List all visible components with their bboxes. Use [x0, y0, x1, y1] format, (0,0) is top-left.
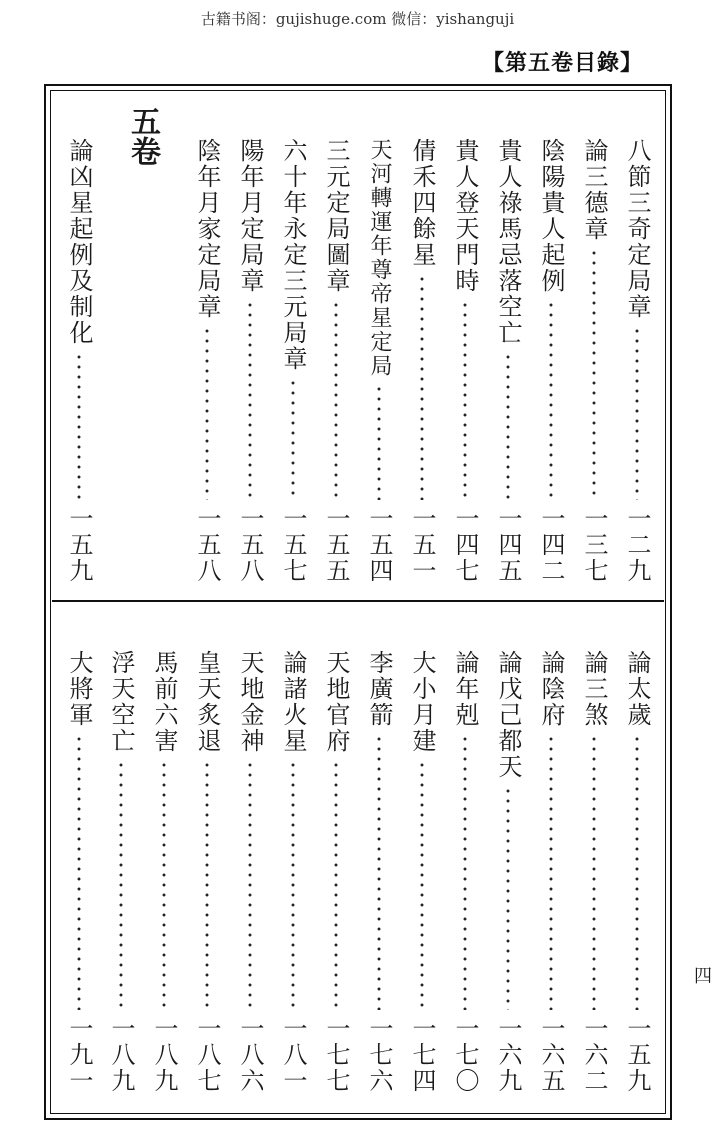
entry-title: 李廣箭 [365, 650, 393, 728]
entry-title: 論諸火星 [279, 650, 307, 754]
volume-title: 五卷 [125, 106, 160, 166]
toc-entry [190, 138, 224, 584]
toc-entry [577, 650, 611, 1094]
entry-page: 一八七 [193, 1016, 221, 1094]
entry-page: 一五八 [236, 506, 264, 584]
leader-dots [419, 760, 425, 1010]
page-number: 四 [694, 966, 712, 987]
entry-page: 一五四 [365, 506, 393, 584]
leader-dots [247, 300, 253, 500]
entry-title: 論戊己都天 [494, 650, 522, 780]
entry-title: 六十年永定三元局章 [279, 138, 307, 372]
entry-title: 論太歲 [623, 650, 651, 728]
entry-page: 一六五 [537, 1016, 565, 1094]
toc-entry [62, 138, 96, 584]
toc-entry [362, 138, 396, 584]
toc-entry [448, 138, 482, 584]
toc-entry [104, 650, 138, 1094]
toc-entry [190, 650, 224, 1094]
entry-page: 一七四 [408, 1016, 436, 1094]
entry-title: 天河轉運年尊帝星定局 [367, 138, 392, 378]
volume-label [125, 106, 159, 186]
entry-page: 一六二 [580, 1016, 608, 1094]
watermark: 古籍书阁：gujishuge.com 微信：yishanguji [200, 10, 515, 28]
toc-entry [276, 650, 310, 1094]
leader-dots [204, 326, 210, 500]
entry-page: 一八六 [236, 1016, 264, 1094]
toc-entry [491, 138, 525, 584]
toc-entry [147, 650, 181, 1094]
entry-page: 一七七 [322, 1016, 350, 1094]
entry-title: 貴人登天門時 [451, 138, 479, 294]
entry-page: 一四七 [451, 506, 479, 584]
toc-entry [405, 650, 439, 1094]
toc-entry [620, 138, 654, 584]
entry-title: 皇天炙退 [193, 650, 221, 754]
entry-page: 一二九 [623, 506, 651, 584]
entry-title: 大將軍 [65, 650, 93, 728]
leader-dots [290, 760, 296, 1010]
toc-entry [491, 650, 525, 1094]
entry-page: 一三七 [580, 506, 608, 584]
leader-dots [333, 760, 339, 1010]
entry-title: 倩禾四餘星 [408, 138, 436, 268]
leader-dots [376, 384, 382, 500]
toc-entry [620, 650, 654, 1094]
entry-page: 一八一 [279, 1016, 307, 1094]
entry-page: 一五九 [623, 1016, 651, 1094]
toc-entry [577, 138, 611, 584]
entry-title: 天地金神 [236, 650, 264, 754]
entry-page: 一八九 [107, 1016, 135, 1094]
toc-entry [534, 138, 568, 584]
leader-dots [462, 734, 468, 1010]
entry-page: 一五七 [279, 506, 307, 584]
entry-page: 一六九 [494, 1016, 522, 1094]
entry-title: 論年剋 [451, 650, 479, 728]
toc-entry [319, 138, 353, 584]
leader-dots [419, 274, 425, 500]
section-divider [52, 600, 664, 602]
entry-title: 三元定局圖章 [322, 138, 350, 294]
entry-title: 陰陽貴人起例 [537, 138, 565, 294]
leader-dots [290, 378, 296, 500]
entry-title: 天地官府 [322, 650, 350, 754]
entry-title: 浮天空亡 [107, 650, 135, 754]
toc-entry [276, 138, 310, 584]
leader-dots [161, 760, 167, 1010]
toc-entry [233, 650, 267, 1094]
leader-dots [118, 760, 124, 1010]
leader-dots [333, 300, 339, 500]
toc-entry [534, 650, 568, 1094]
leader-dots [462, 300, 468, 500]
toc-entry [62, 650, 96, 1094]
entry-title: 馬前六害 [150, 650, 178, 754]
section-header: 【第五卷目錄】 [481, 51, 643, 76]
entry-title: 陽年月定局章 [236, 138, 264, 294]
entry-title: 論三德章 [580, 138, 608, 242]
entry-page: 一五一 [408, 506, 436, 584]
entry-page: 一四五 [494, 506, 522, 584]
entry-title: 貴人祿馬忌落空亡 [494, 138, 522, 346]
leader-dots [376, 734, 382, 1010]
toc-entry [405, 138, 439, 584]
leader-dots [548, 734, 554, 1010]
toc-entry [448, 650, 482, 1094]
entry-title: 八節三奇定局章 [623, 138, 651, 320]
leader-dots [634, 326, 640, 500]
entry-page: 一四二 [537, 506, 565, 584]
entry-title: 論凶星起例及制化 [65, 138, 93, 346]
leader-dots [247, 760, 253, 1010]
entry-page: 一八九 [150, 1016, 178, 1094]
leader-dots [634, 734, 640, 1010]
entry-title: 論陰府 [537, 650, 565, 728]
entry-page: 一五八 [193, 506, 221, 584]
leader-dots [505, 786, 511, 1010]
entry-page: 一五九 [65, 506, 93, 584]
entry-title: 陰年月家定局章 [193, 138, 221, 320]
entry-page: 一七六 [365, 1016, 393, 1094]
leader-dots [76, 352, 82, 500]
entry-page: 一五五 [322, 506, 350, 584]
leader-dots [548, 300, 554, 500]
entry-title: 論三煞 [580, 650, 608, 728]
entry-page: 一七〇 [451, 1016, 479, 1094]
entry-title: 大小月建 [408, 650, 436, 754]
leader-dots [204, 760, 210, 1010]
leader-dots [591, 248, 597, 500]
leader-dots [505, 352, 511, 500]
leader-dots [76, 734, 82, 1010]
entry-page: 一九一 [65, 1016, 93, 1094]
leader-dots [591, 734, 597, 1010]
toc-entry [319, 650, 353, 1094]
toc-entry [233, 138, 267, 584]
toc-entry [362, 650, 396, 1094]
inner-frame [50, 90, 666, 1114]
